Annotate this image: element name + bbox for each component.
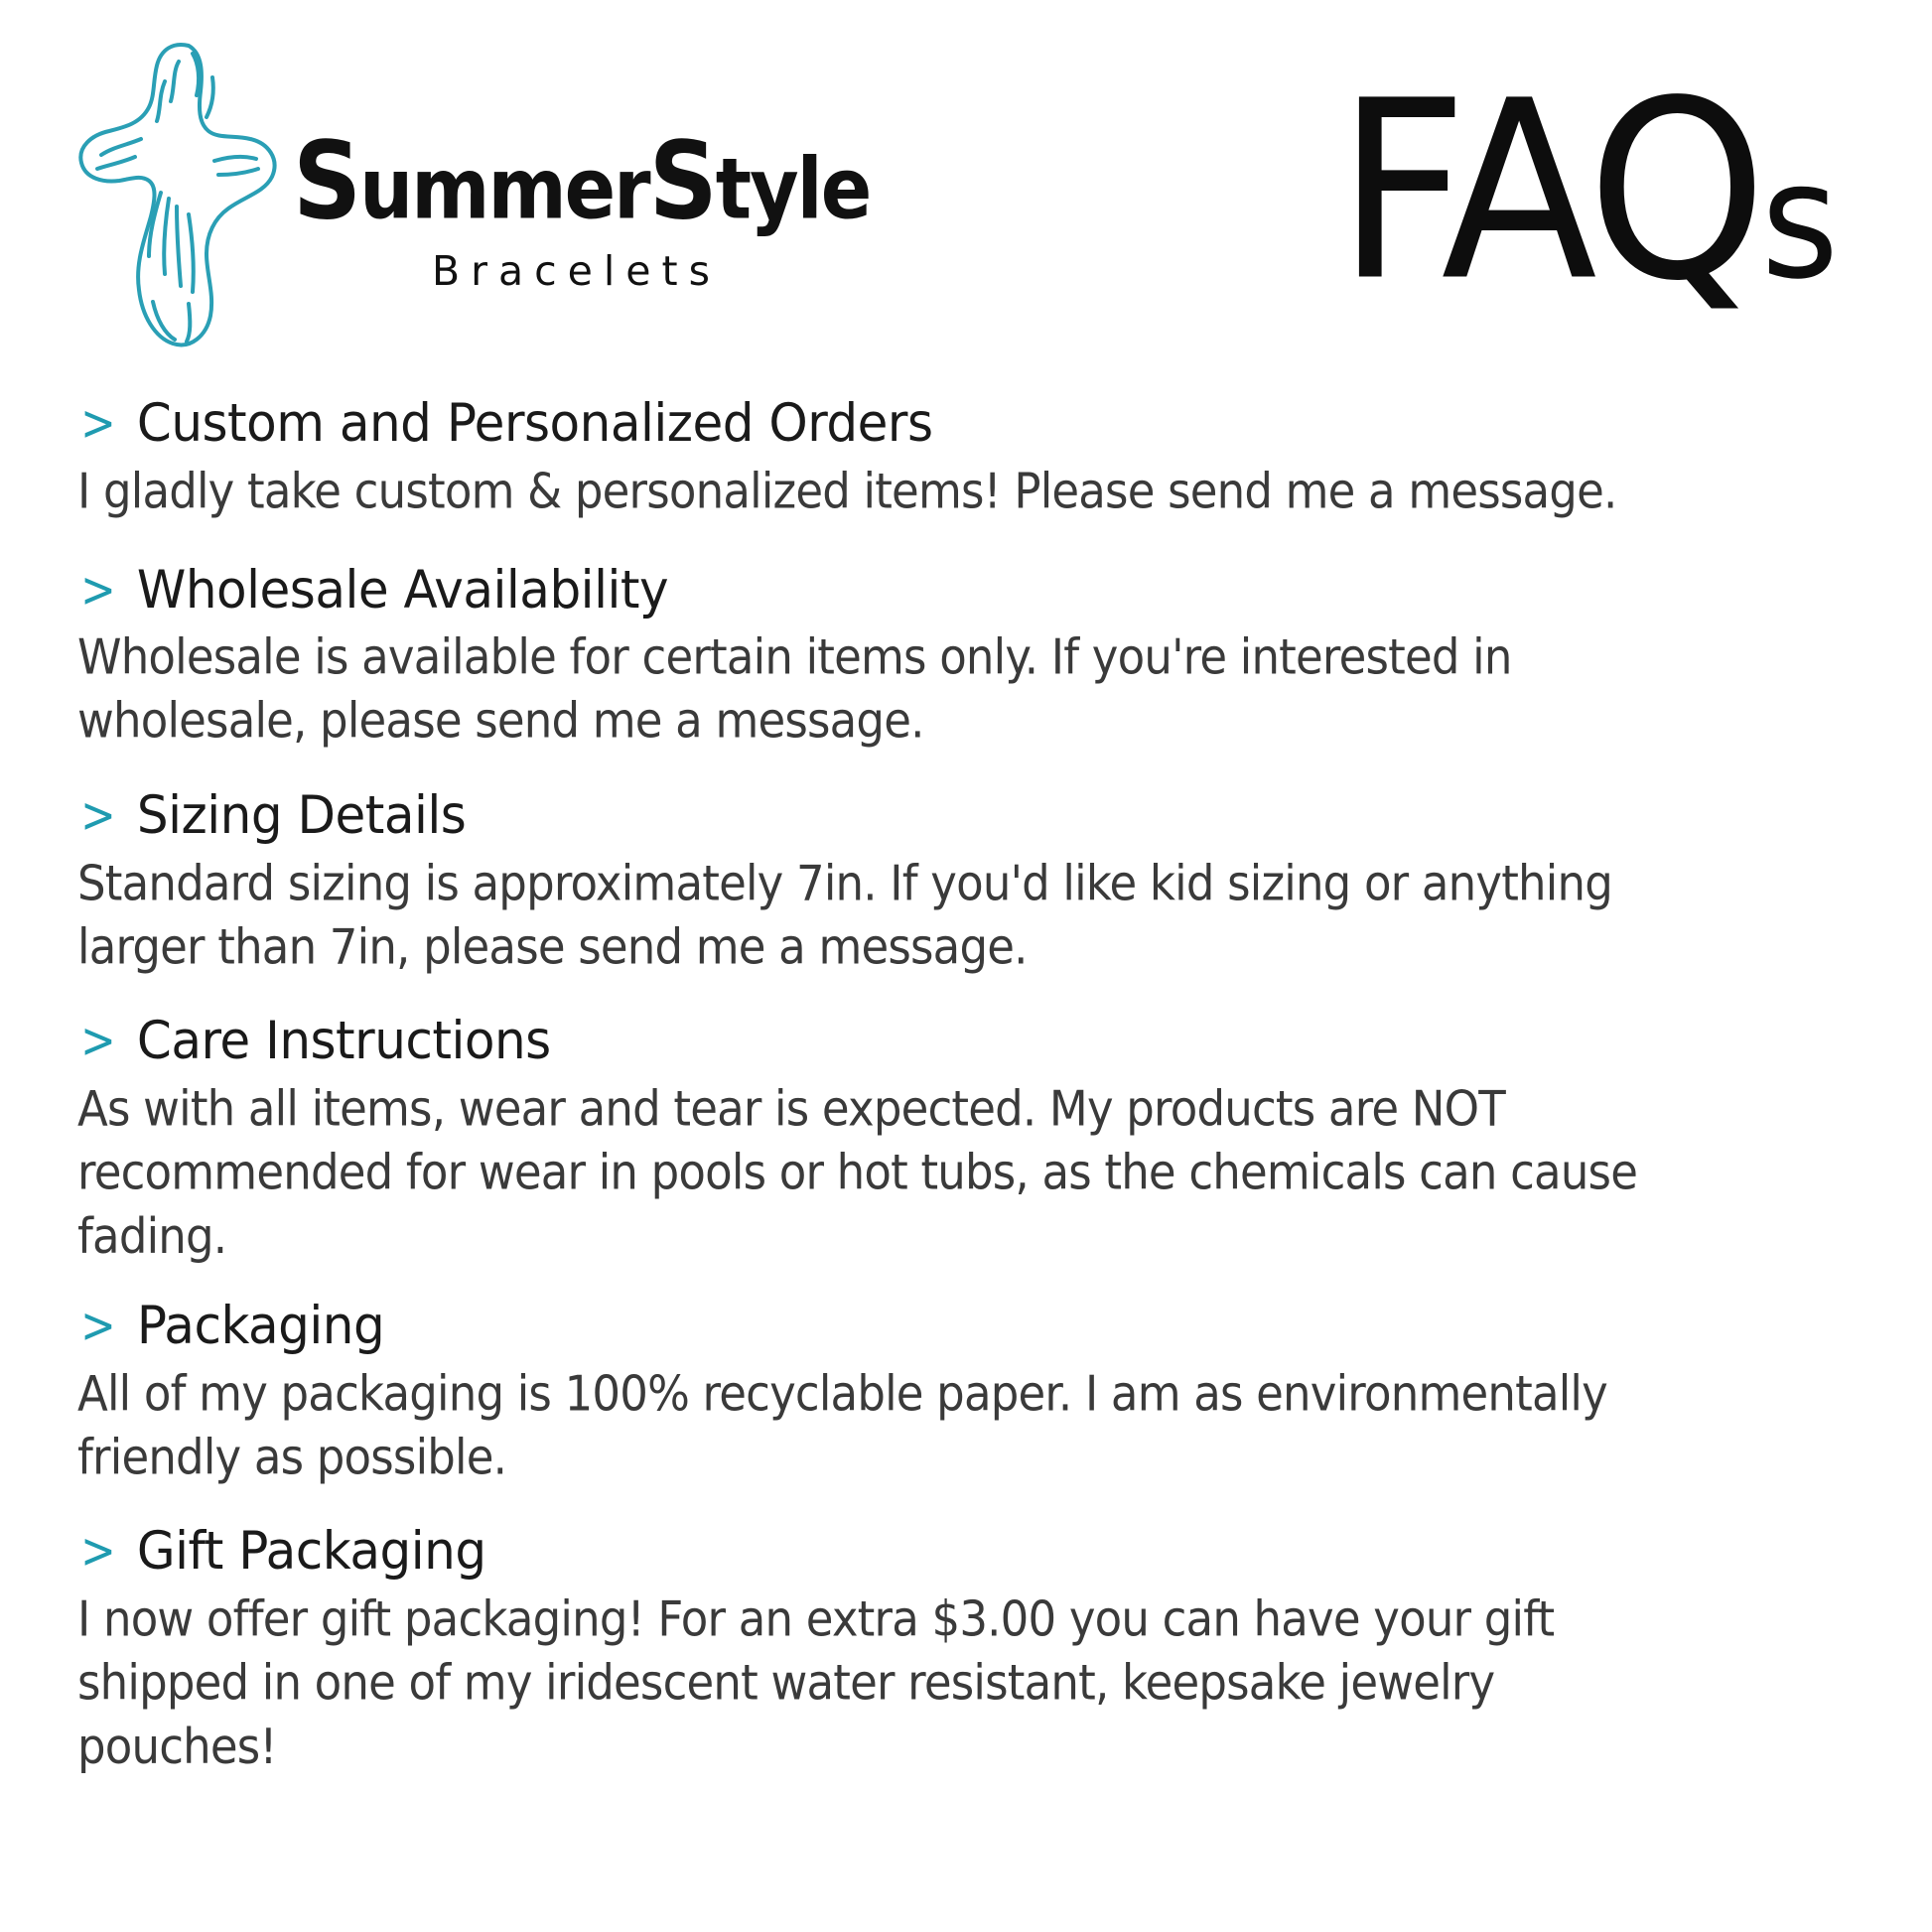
faq-item — [77, 1295, 1863, 1486]
faq-item — [77, 559, 1863, 751]
faq-question: Wholesale Availability — [136, 559, 669, 621]
faq-answer: Standard sizing is approximately 7in. If you'd like kid sizing or anything larger than 7in, please send me a message. — [77, 854, 1612, 976]
faq-question: Custom and Personalized Orders — [136, 392, 933, 454]
faq-answer: As with all items, wear and tear is expected. My products are NOT recommended for wear in pools or hot tubs, as the chemicals can cause fading. — [77, 1080, 1638, 1265]
faq-answer: All of my packaging is 100% recyclable paper. I am as environmentally friendly as possible. — [77, 1364, 1607, 1486]
faq-question: Gift Packaging — [136, 1520, 486, 1582]
faq-question: Care Instructions — [136, 1010, 551, 1071]
faq-list — [0, 392, 1932, 1775]
page-title-main: FAQ — [1336, 49, 1761, 336]
page-header — [0, 0, 1932, 397]
chevron-right-icon: > — [80, 394, 116, 452]
faq-item — [77, 392, 1863, 519]
faq-answer: I gladly take custom & personalized items! Please send me a message. — [77, 462, 1617, 519]
brand-subtitle: Bracelets — [432, 247, 721, 295]
page-title — [1336, 49, 1833, 336]
faq-question-row[interactable] — [77, 784, 1863, 846]
faq-question: Sizing Details — [136, 784, 467, 846]
brand-name-2: tyle — [715, 139, 871, 238]
brand-name-1: ummer — [359, 139, 649, 238]
faq-question-row[interactable] — [77, 1295, 1863, 1356]
faq-question-row[interactable] — [77, 392, 1863, 454]
faq-item — [77, 784, 1863, 976]
page-title-suffix: s — [1760, 128, 1833, 316]
chevron-right-icon: > — [80, 560, 116, 619]
starfish-icon — [69, 36, 283, 353]
faq-answer: I now offer gift packaging! For an extra $3.00 you can have your gift shipped in one of my iridescent water resistant, keepsake jewelry pouches! — [77, 1590, 1555, 1775]
chevron-right-icon: > — [80, 1297, 116, 1355]
chevron-right-icon: > — [80, 786, 116, 845]
chevron-right-icon: > — [80, 1522, 116, 1581]
faq-question-row[interactable] — [77, 559, 1863, 621]
faq-question: Packaging — [136, 1295, 385, 1356]
faq-item — [77, 1520, 1863, 1775]
faq-item — [77, 1010, 1863, 1265]
faq-answer: Wholesale is available for certain items only. If you're interested in wholesale, please send me a message. — [77, 628, 1512, 751]
brand-name: SummerStyle — [293, 118, 871, 244]
brand-lockup — [69, 30, 870, 347]
chevron-right-icon: > — [80, 1012, 116, 1070]
faq-question-row[interactable] — [77, 1520, 1863, 1582]
faq-question-row[interactable] — [77, 1010, 1863, 1071]
brand-text — [293, 118, 871, 295]
